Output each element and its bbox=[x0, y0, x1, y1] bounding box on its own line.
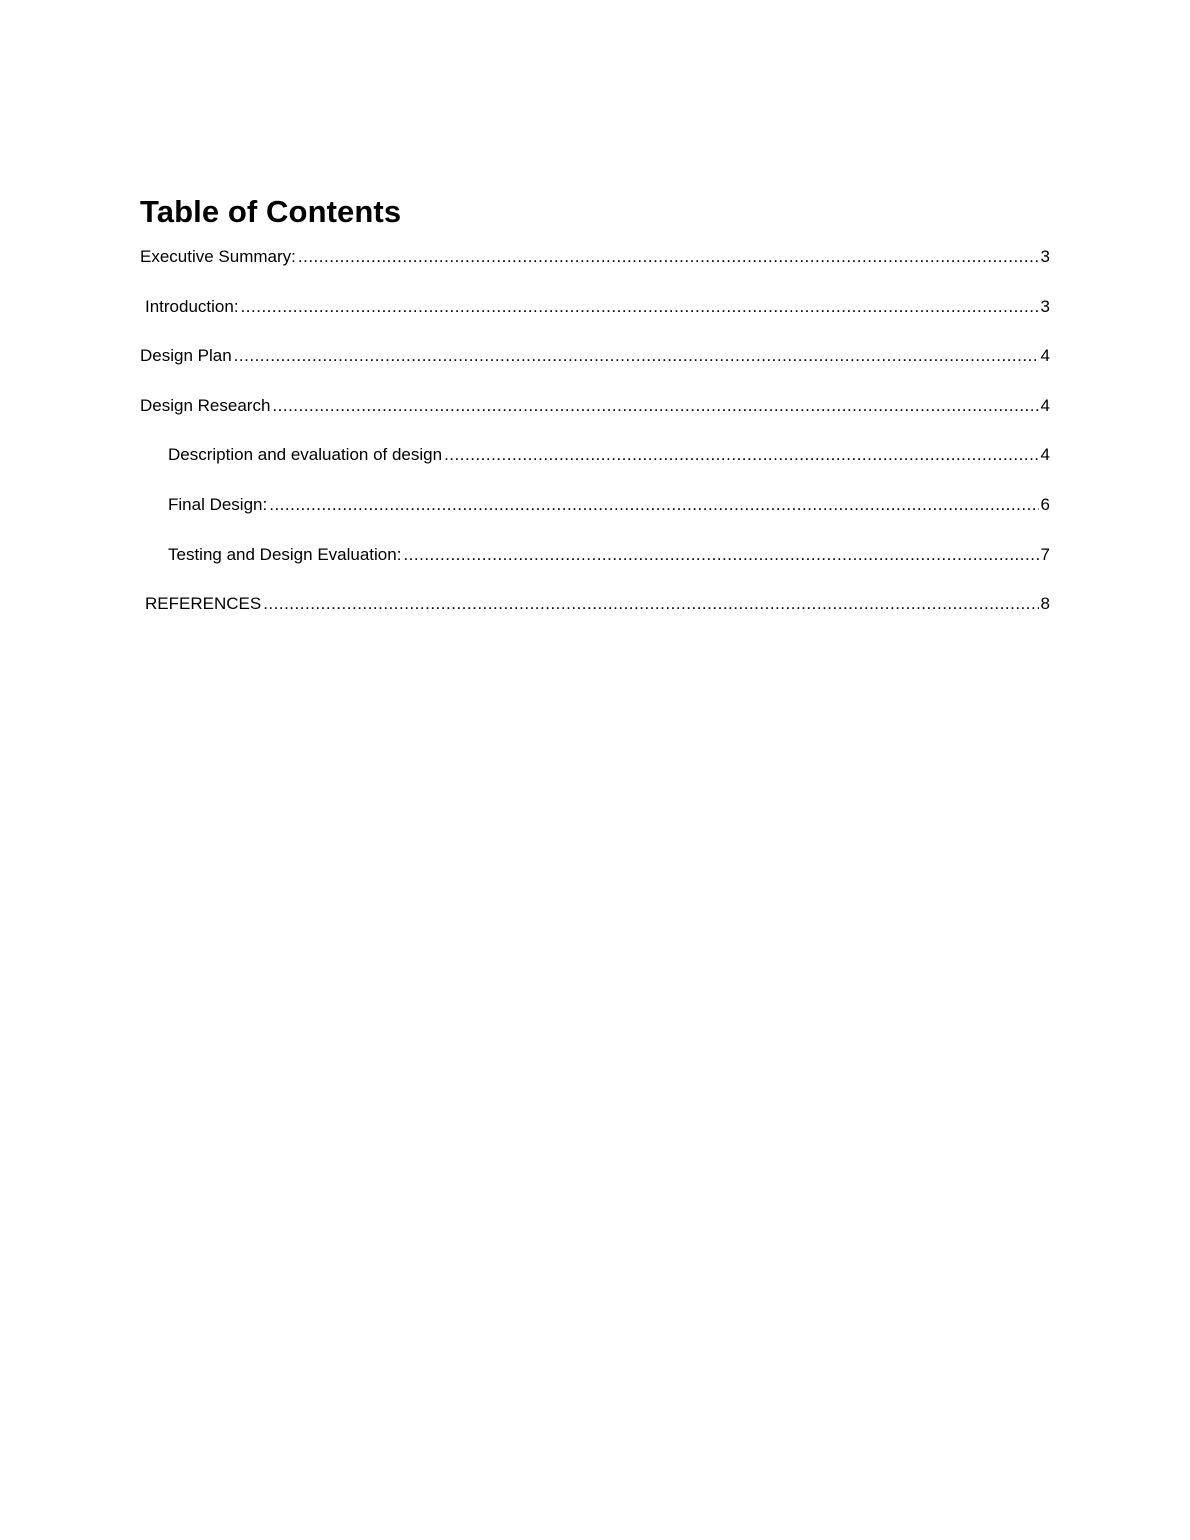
toc-entry-final-design[interactable] bbox=[140, 494, 1050, 544]
toc-entry-executive-summary[interactable] bbox=[140, 246, 1050, 296]
toc-dot-leader bbox=[444, 444, 1038, 466]
toc-entry-label: Design Plan bbox=[140, 346, 232, 366]
toc-entry-testing-evaluation[interactable] bbox=[140, 544, 1050, 594]
toc-entry-label: Executive Summary: bbox=[140, 247, 296, 266]
toc-page-number: 3 bbox=[1040, 247, 1050, 266]
toc-dot-leader bbox=[298, 246, 1039, 268]
toc-entry-introduction[interactable] bbox=[140, 296, 1050, 346]
toc-dot-leader bbox=[272, 395, 1038, 417]
toc-entry-label: Introduction: bbox=[145, 296, 239, 316]
toc-dot-leader bbox=[263, 593, 1038, 615]
toc-page-number: 4 bbox=[1040, 395, 1050, 415]
toc-entry-references[interactable] bbox=[140, 593, 1050, 643]
toc-dot-leader bbox=[269, 494, 1038, 516]
toc-entry-label: REFERENCES bbox=[145, 594, 262, 614]
toc-dot-leader bbox=[403, 544, 1038, 566]
toc-page-number: 4 bbox=[1040, 346, 1050, 366]
toc-page-number: 3 bbox=[1040, 296, 1050, 316]
table-of-contents bbox=[140, 192, 1050, 643]
toc-page-number: 7 bbox=[1040, 544, 1050, 564]
toc-page-number: 8 bbox=[1040, 594, 1050, 614]
toc-dot-leader bbox=[241, 296, 1039, 318]
toc-entry-label: Description and evaluation of design bbox=[168, 445, 443, 465]
toc-entry-design-plan[interactable] bbox=[140, 345, 1050, 395]
toc-entry-description-evaluation[interactable] bbox=[140, 444, 1050, 494]
toc-page-number: 4 bbox=[1040, 445, 1050, 465]
toc-title: Table of Contents bbox=[140, 194, 402, 229]
toc-entry-label: Testing and Design Evaluation: bbox=[168, 544, 402, 564]
toc-entry-label: Final Design: bbox=[168, 494, 268, 514]
toc-entry-design-research[interactable] bbox=[140, 395, 1050, 445]
toc-entry-label: Design Research bbox=[140, 395, 271, 415]
toc-page-number: 6 bbox=[1040, 494, 1050, 514]
toc-dot-leader bbox=[234, 345, 1039, 367]
